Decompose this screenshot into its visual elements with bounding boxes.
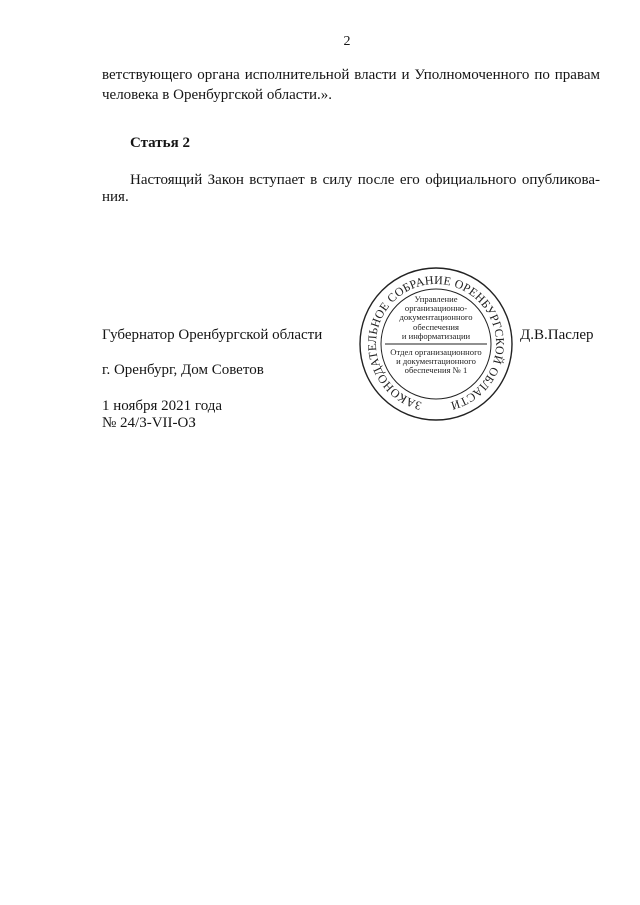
seal-inner-text-line: и информатизации [401, 331, 471, 341]
seal-inner-text-line: организационно- [404, 303, 468, 313]
law-number: № 24/3-VII-ОЗ [102, 415, 196, 431]
continuation-line-2: человека в Оренбургской области.». [102, 87, 332, 103]
article-text-line-2: ния. [102, 189, 129, 205]
seal-inner-text-line: Отдел организационного [390, 347, 482, 357]
signatory-name: Д.В.Паслер [520, 327, 594, 343]
seal-inner-text-line: и документационного [396, 356, 476, 366]
signing-date: 1 ноября 2021 года [102, 398, 223, 414]
signatory-position: Губернатор Оренбургской области [102, 327, 323, 343]
seal-ring-text-path: ЗАКОНОДАТЕЛЬНОЕ СОБРАНИЕ ОРЕНБУРГСКОЙ ОБЛАСТИ [364, 272, 508, 414]
article-text-line-1: Настоящий Закон вступает в силу после его официального опубликова- [130, 172, 600, 188]
continuation-line-1: ветствующего органа исполнительной власти и Уполномоченного по правам [102, 67, 600, 83]
seal-inner-text-line: Управление [414, 294, 458, 304]
seal-inner-text-line: обеспечения [413, 322, 459, 332]
official-seal [356, 264, 516, 424]
signing-place: г. Оренбург, Дом Советов [102, 362, 264, 378]
seal-inner-text-line: обеспечения № 1 [404, 365, 468, 375]
seal-inner-text-line: документационного [399, 312, 473, 322]
article-heading: Статья 2 [130, 135, 190, 151]
page-number: 2 [343, 34, 351, 49]
